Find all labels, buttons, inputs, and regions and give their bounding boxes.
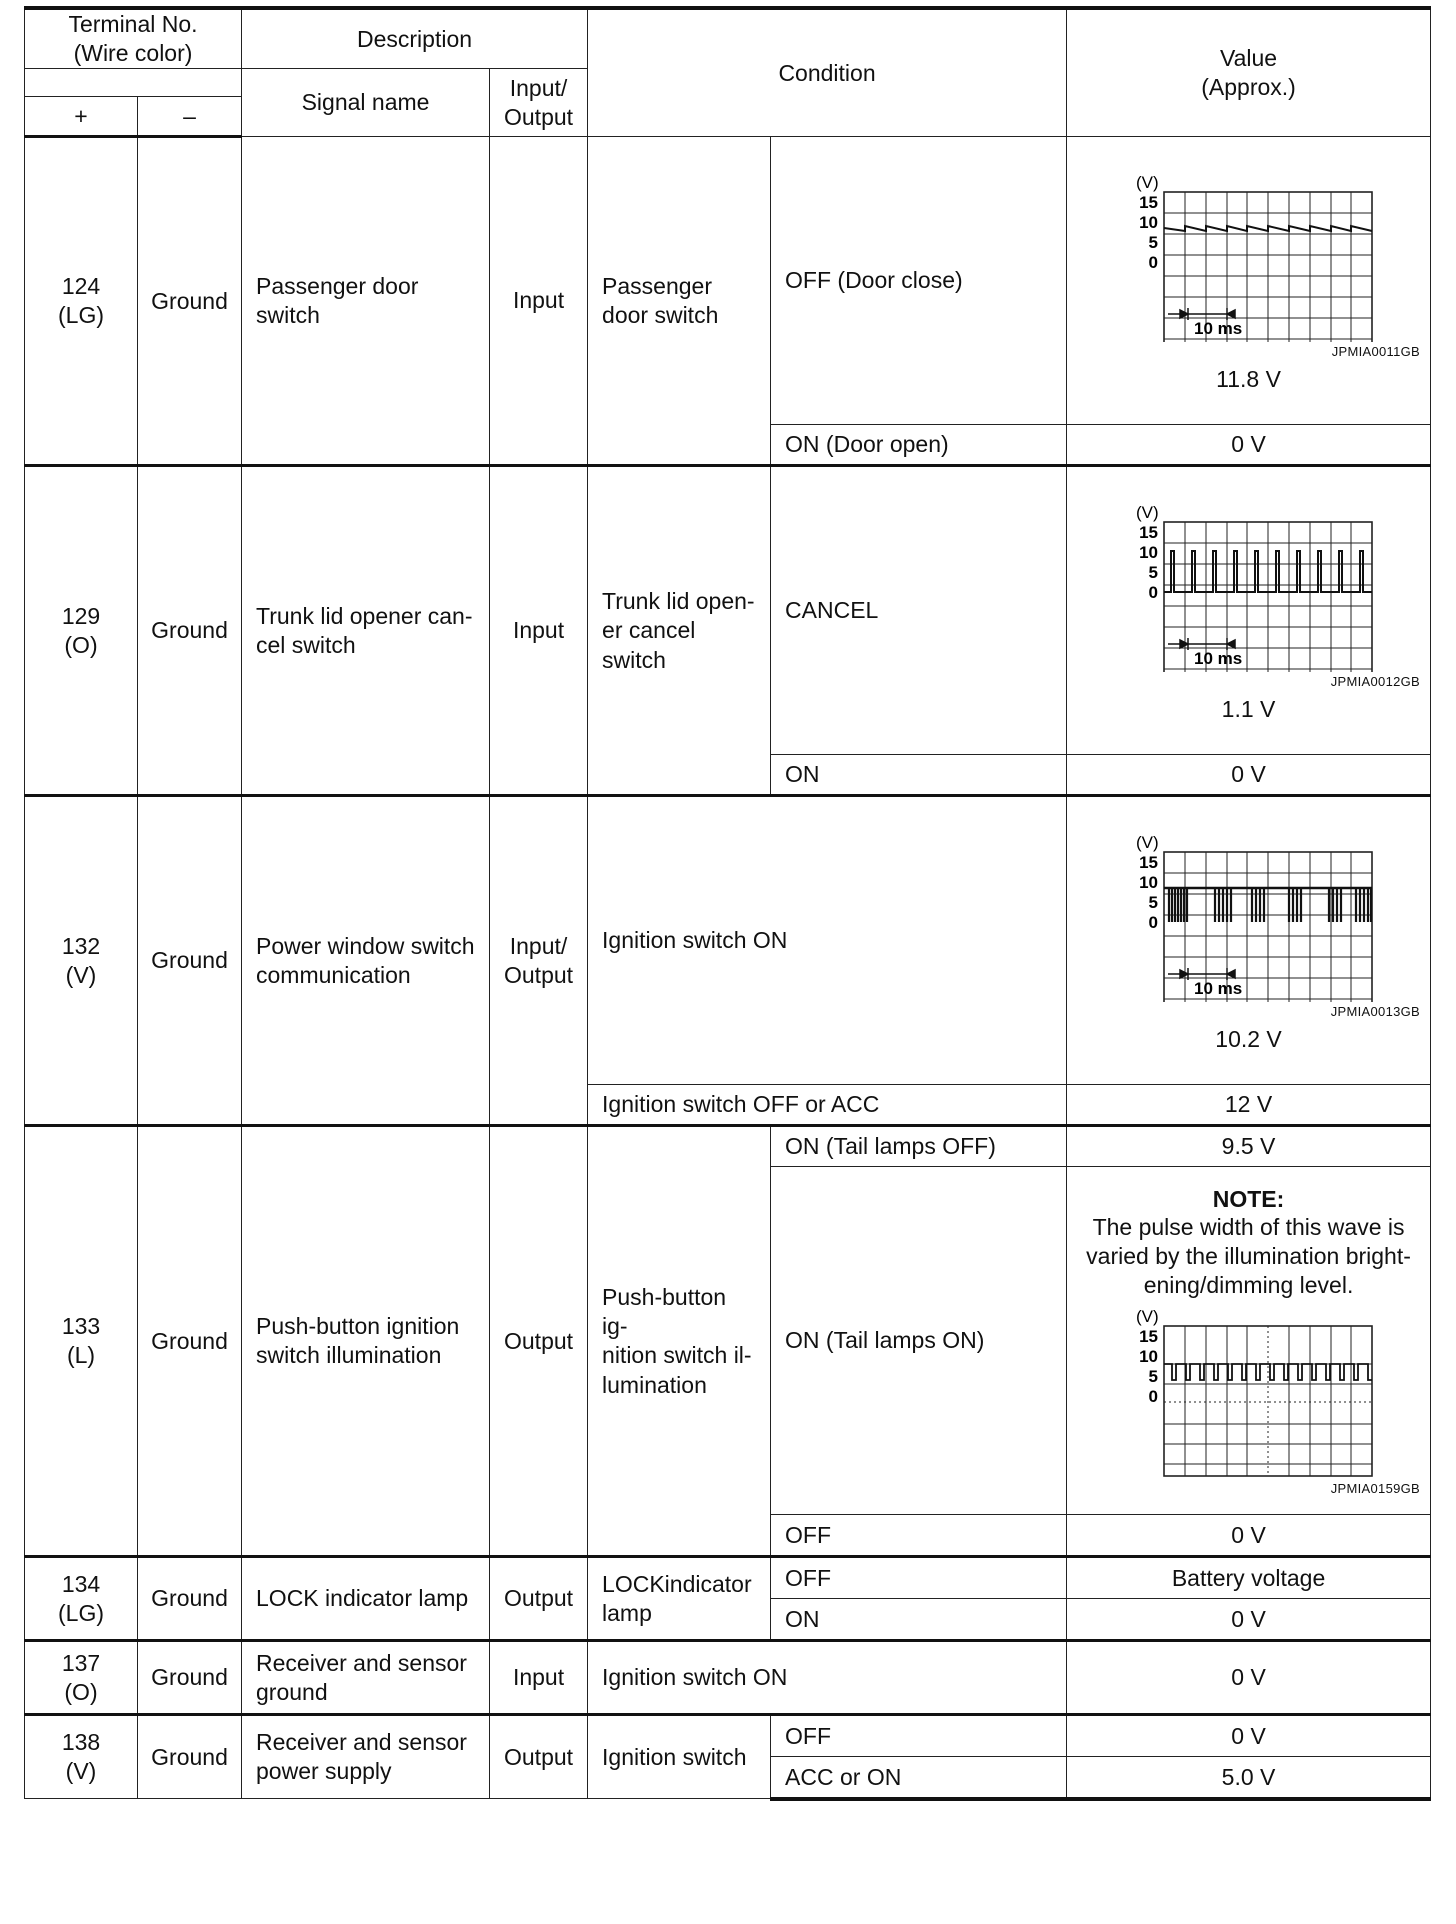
signal-name: LOCK indicator lamp [242,1557,490,1641]
condition: Ignition switch [588,1715,771,1799]
waveform-ytick: 15 [1138,523,1158,543]
waveform-trace [1169,888,1371,922]
condition-state: OFF [771,1557,1067,1599]
terminal-number: 138 (V) [25,1715,138,1799]
value-cell [1067,466,1431,755]
value-text: 10.2 V [1215,1025,1282,1052]
condition-state: OFF [771,1515,1067,1557]
header-plus: + [25,97,138,137]
waveform-ytick: 10 [1138,1346,1158,1366]
waveform-ytick: 5 [1148,1366,1158,1386]
waveform-ytick: 15 [1138,193,1158,213]
signal-name: Receiver and sensor ground [242,1641,490,1715]
terminal-number: 134 (LG) [25,1557,138,1641]
header-terminal-no: Terminal No. (Wire color) [25,8,242,69]
waveform-ytick: 5 [1148,233,1158,253]
terminal-number: 133 (L) [25,1126,138,1557]
condition-state: ON [771,755,1067,796]
terminal-minus: Ground [138,1126,242,1557]
condition: Trunk lid open- er cancel switch [588,466,771,796]
waveform-unit: (V) [1135,503,1159,523]
waveform-ytick: 10 [1138,213,1158,233]
condition-state: ON (Tail lamps ON) [771,1167,1067,1515]
signal-name: Push-button ignition switch illumination [242,1126,490,1557]
io-type: Input [490,466,588,796]
value-text: 0 V [1067,425,1431,466]
terminal-number: 132 (V) [25,796,138,1126]
condition-state: CANCEL [771,466,1067,755]
waveform-ytick: 10 [1138,873,1158,893]
table-row [25,1715,1431,1757]
io-type: Input [490,1641,588,1715]
signal-name: Receiver and sensor power supply [242,1715,490,1799]
note-title: NOTE: [1212,1185,1285,1212]
header-input-output: Input/ Output [490,69,588,137]
io-type: Input/ Output [490,796,588,1126]
condition: LOCKindicator lamp [588,1557,771,1641]
value-text: 0 V [1067,1715,1431,1757]
signal-name: Passenger door switch [242,137,490,466]
value-text: 5.0 V [1067,1757,1431,1799]
value-text: 0 V [1067,755,1431,796]
header-condition: Condition [588,8,1067,137]
waveform-unit: (V) [1135,833,1159,853]
waveform-figure [1124,822,1374,1002]
terminal-minus: Ground [138,1557,242,1641]
condition-state: OFF [771,1715,1067,1757]
value-cell [1067,137,1431,425]
waveform-ytick: 5 [1148,563,1158,583]
condition-state: Ignition switch ON [588,796,1067,1085]
condition: Push-button ig- nition switch il- lumination [588,1126,771,1557]
terminal-minus: Ground [138,466,242,796]
io-type: Output [490,1126,588,1557]
value-text: 12 V [1067,1085,1431,1126]
table-row [25,466,1431,755]
condition-state: ON (Door open) [771,425,1067,466]
waveform-figure [1124,492,1374,672]
terminal-minus: Ground [138,796,242,1126]
figure-id: JPMIA0159GB [1330,1480,1421,1496]
terminal-minus: Ground [138,137,242,466]
condition-state: ON (Tail lamps OFF) [771,1126,1067,1167]
terminal-number: 129 (O) [25,466,138,796]
waveform-ytick: 15 [1138,1326,1158,1346]
header-value: Value (Approx.) [1067,8,1431,137]
waveform-grid [1164,1326,1372,1476]
note-text: varied by the illumination bright- [1086,1243,1411,1270]
waveform-trace [1164,226,1372,231]
waveform-ytick: 0 [1148,253,1158,273]
value-text: 1.1 V [1221,695,1276,722]
waveform-unit: (V) [1135,1306,1159,1326]
condition-state: ON [771,1599,1067,1641]
table-row [25,1557,1431,1599]
time-scale-label: 10 ms [1193,979,1242,999]
terminal-minus: Ground [138,1641,242,1715]
io-type: Output [490,1557,588,1641]
waveform-ytick: 5 [1148,893,1158,913]
waveform-ytick: 0 [1148,1386,1158,1406]
condition-state: Ignition switch OFF or ACC [588,1085,1067,1126]
note-text: The pulse width of this wave is [1092,1214,1405,1241]
figure-id: JPMIA0013GB [1330,1004,1421,1020]
time-scale-label: 10 ms [1193,319,1242,339]
terminal-number: 124 (LG) [25,137,138,466]
header-signal-name: Signal name [242,69,490,137]
io-type: Input [490,137,588,466]
value-cell [1067,796,1431,1085]
waveform-unit: (V) [1135,173,1159,193]
time-scale-label: 10 ms [1193,649,1242,669]
table-row [25,796,1431,1085]
table-row [25,137,1431,425]
io-type: Output [490,1715,588,1799]
condition-state: OFF (Door close) [771,137,1067,425]
note-text: ening/dimming level. [1143,1271,1354,1298]
header-description: Description [242,8,588,69]
condition: Passenger door switch [588,137,771,466]
terminal-spec-table [24,6,1431,1801]
header-minus: – [138,97,242,137]
value-text: 0 V [1067,1515,1431,1557]
waveform-ytick: 0 [1148,913,1158,933]
value-text: 9.5 V [1067,1126,1431,1167]
waveform-ytick: 15 [1138,853,1158,873]
table-row [25,1126,1431,1167]
waveform-figure [1124,1304,1374,1479]
value-cell [1067,1167,1431,1515]
value-text: 0 V [1067,1641,1431,1715]
value-text: 0 V [1067,1599,1431,1641]
waveform-ytick: 0 [1148,583,1158,603]
value-text: Battery voltage [1067,1557,1431,1599]
waveform-ytick: 10 [1138,543,1158,563]
terminal-minus: Ground [138,1715,242,1799]
figure-id: JPMIA0011GB [1331,344,1421,360]
waveform-figure [1124,162,1374,342]
condition: Ignition switch ON [588,1641,1067,1715]
condition-state: ACC or ON [771,1757,1067,1799]
signal-name: Trunk lid opener can- cel switch [242,466,490,796]
table-row [25,1641,1431,1715]
signal-name: Power window switch communication [242,796,490,1126]
figure-id: JPMIA0012GB [1330,674,1421,690]
value-text: 11.8 V [1216,365,1281,392]
terminal-number: 137 (O) [25,1641,138,1715]
